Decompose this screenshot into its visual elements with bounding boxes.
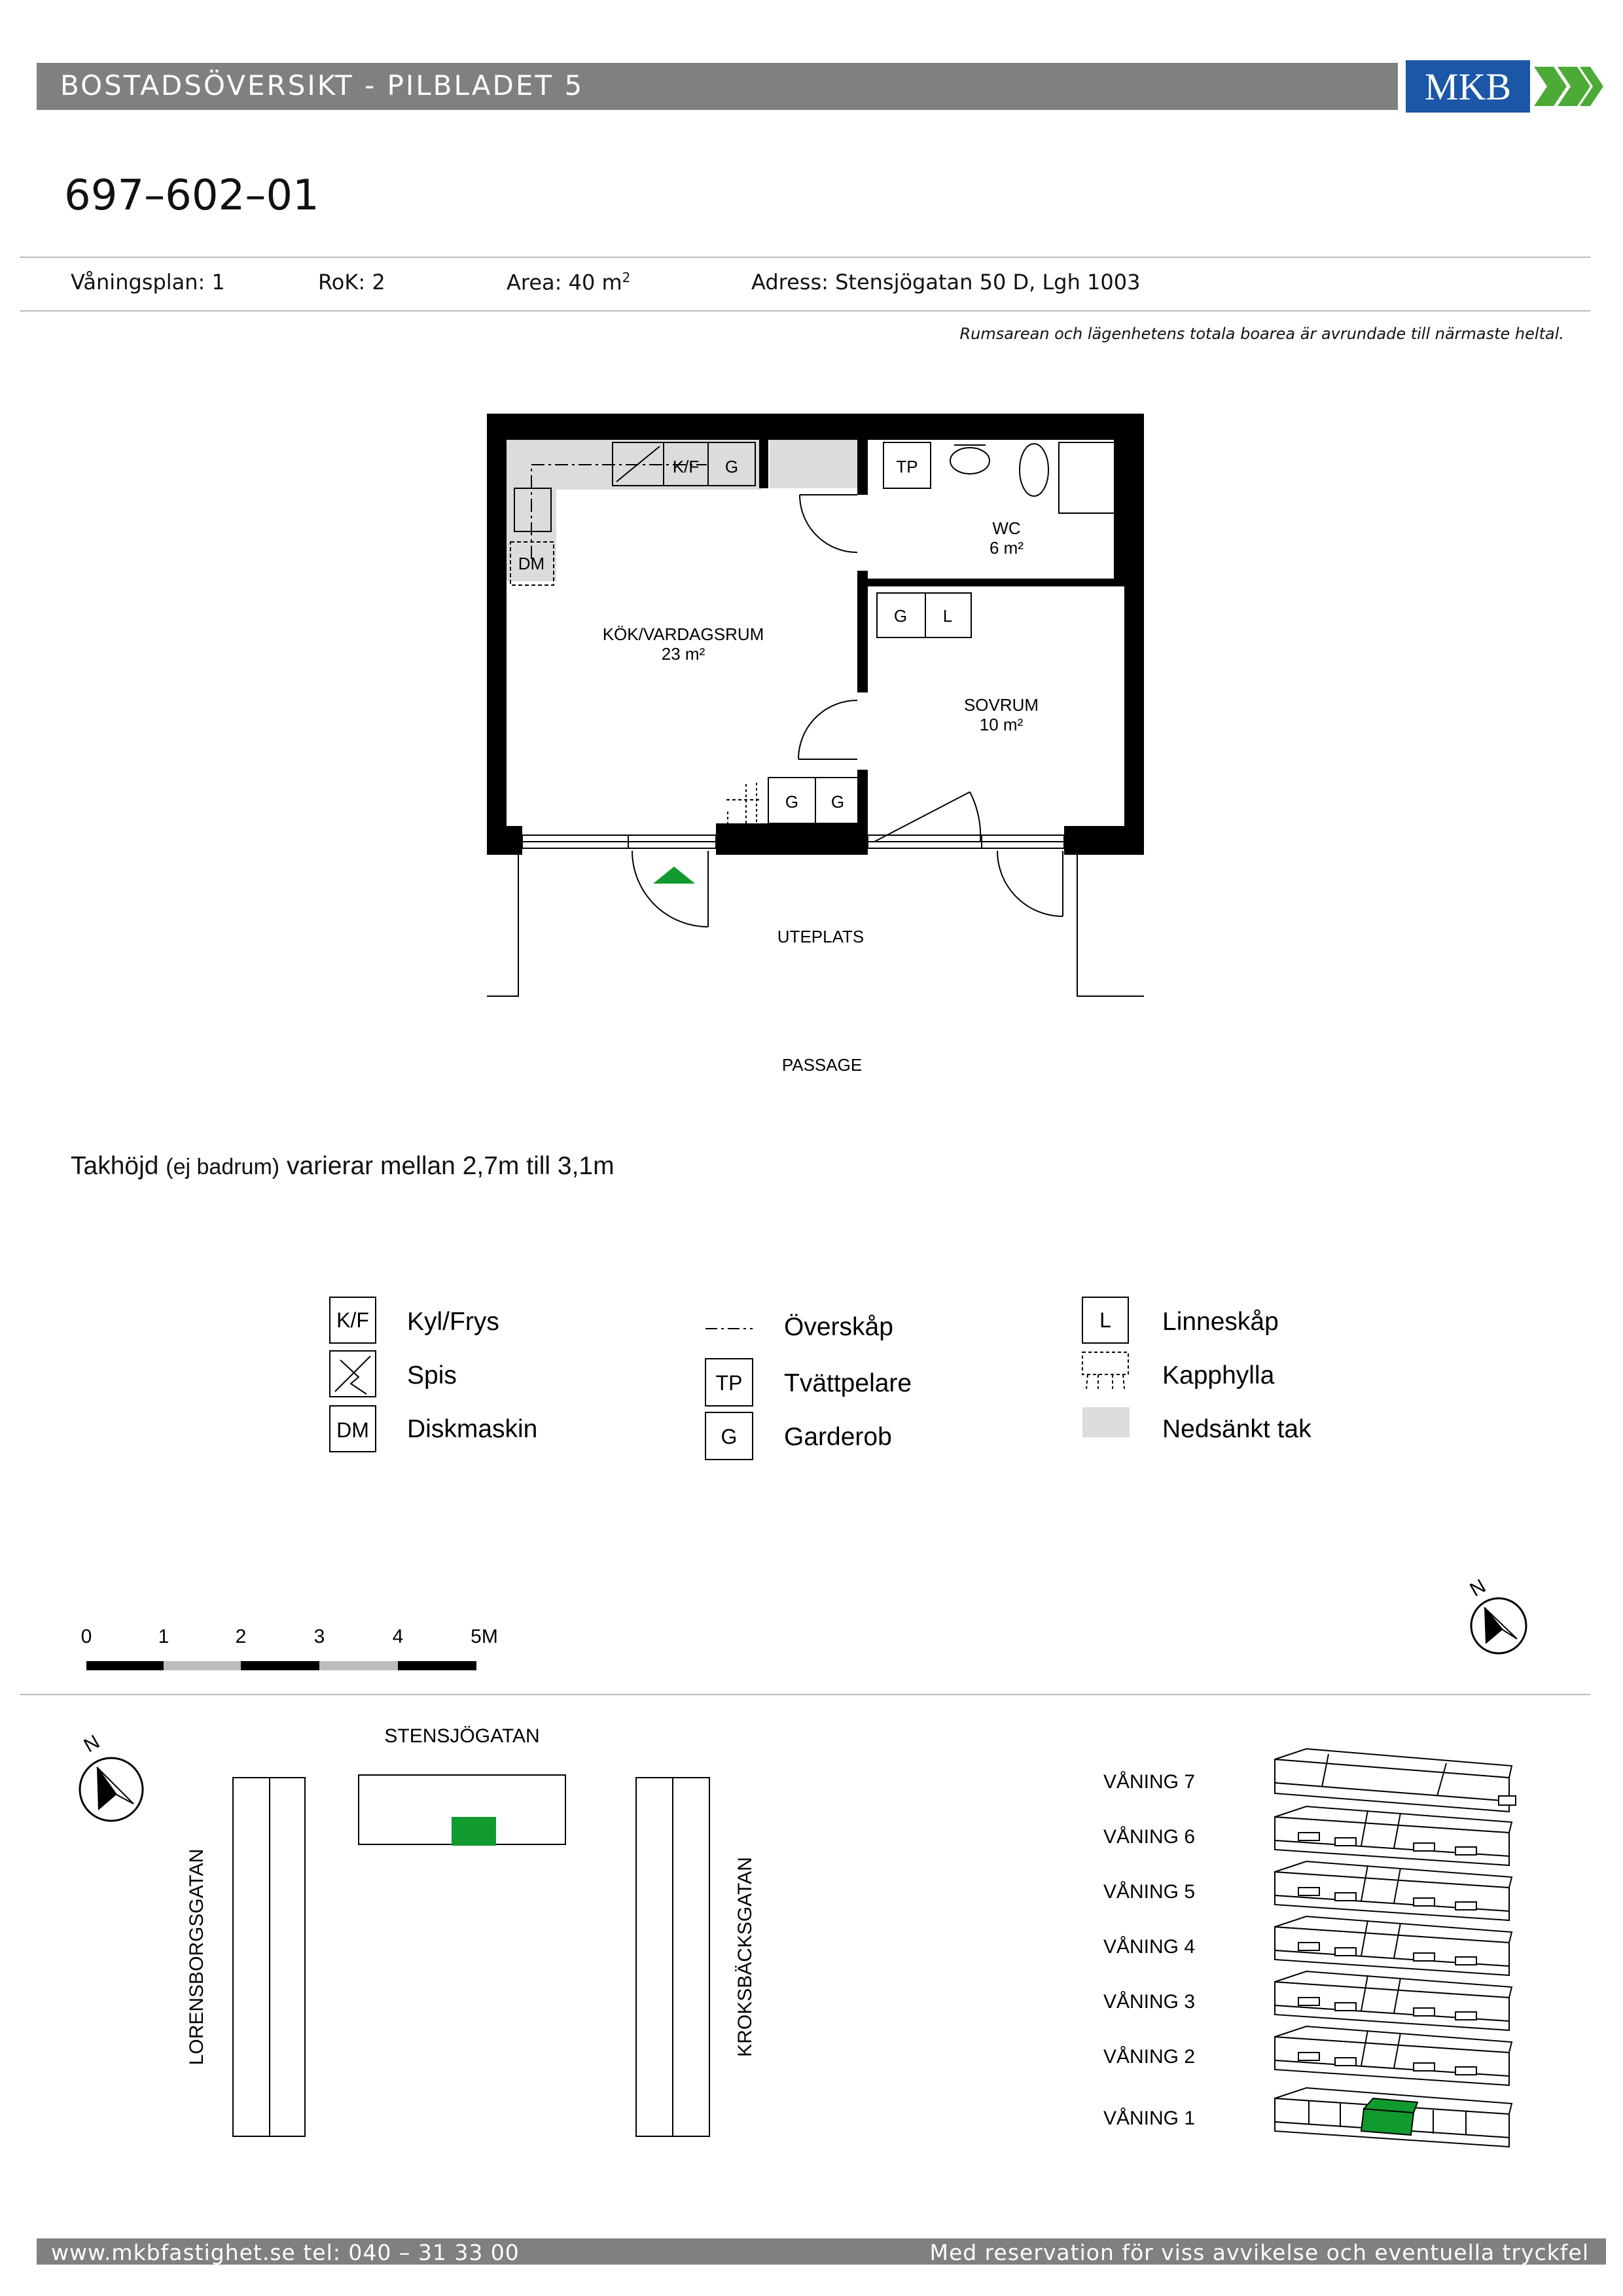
scale-label-4: 4 <box>392 1626 404 1647</box>
legend-kf-label: Kyl/Frys <box>407 1308 499 1336</box>
room-bedroom-area: 10 m² <box>979 715 1024 734</box>
passage-label: PASSAGE <box>781 1055 863 1075</box>
floor-5-label: VÅNING 5 <box>1103 1881 1196 1903</box>
room-kitchen-name: KÖK/VARDAGSRUM <box>602 624 764 644</box>
label-dm: DM <box>518 554 545 573</box>
floor-3-label: VÅNING 3 <box>1103 1991 1196 2013</box>
area-note: Rumsarean och lägenhetens totala boarea är avrundade till närmaste heltal. <box>959 325 1564 343</box>
site-north-arrow-icon <box>80 1731 143 1821</box>
street-right-label: KROKSBÄCKSGATAN <box>734 1857 756 2057</box>
apartment-id: 697–602–01 <box>64 171 319 220</box>
scale-label-2: 2 <box>235 1626 247 1647</box>
floor-stack <box>1275 1749 1516 2147</box>
legend-l-code: L <box>1099 1308 1111 1332</box>
site-north-label: N <box>80 1731 103 1757</box>
floor-7-label: VÅNING 7 <box>1103 1771 1196 1793</box>
divider-site <box>20 1694 1590 1695</box>
legend-tp-label: Tvättpelare <box>784 1369 912 1397</box>
scale-bar <box>86 1661 476 1670</box>
legend-kf-code: K/F <box>336 1308 369 1332</box>
scale-label-1: 1 <box>158 1626 169 1647</box>
header-title: BOSTADSÖVERSIKT - PILBLADET 5 <box>60 69 584 101</box>
scale-label-5: 5M <box>471 1626 498 1647</box>
room-wc-area: 6 m² <box>990 538 1024 558</box>
label-tp: TP <box>896 457 918 476</box>
legend-dm-code: DM <box>336 1418 369 1442</box>
room-kitchen-area: 23 m² <box>661 644 705 664</box>
ceiling-height-part2: (ej badrum) <box>166 1155 280 1179</box>
floor-4-label: VÅNING 4 <box>1103 1936 1196 1958</box>
floor-6-label: VÅNING 6 <box>1103 1826 1196 1848</box>
legend-nedsankt-label: Nedsänkt tak <box>1162 1415 1311 1443</box>
info-area-sup: 2 <box>622 270 631 285</box>
label-g-bedroom: G <box>893 606 908 626</box>
floor-labels <box>1103 1771 1195 2129</box>
street-top-label: STENSJÖGATAN <box>384 1725 540 1747</box>
scale-labels <box>81 1626 498 1647</box>
floor-2-label: VÅNING 2 <box>1103 2046 1196 2068</box>
legend-tp-code: TP <box>715 1371 743 1395</box>
legend-l-label: Linneskåp <box>1162 1308 1279 1336</box>
label-g-hall-1: G <box>785 792 799 812</box>
info-rok: RoK: 2 <box>318 270 385 295</box>
legend-overskap-label: Överskåp <box>784 1313 893 1341</box>
ceiling-height-part1: Takhöjd <box>71 1152 166 1180</box>
legend-g-code: G <box>721 1425 738 1448</box>
logo-text: MKB <box>1424 65 1512 108</box>
footer-disclaimer: Med reservation för viss avvikelse och eventuella tryckfel <box>929 2240 1589 2265</box>
label-g-hall-2: G <box>830 792 845 812</box>
street-left-label: LORENSBORGSGATAN <box>186 1848 207 2066</box>
footer-contact: www.mkbfastighet.se tel: 040 – 31 33 00 <box>51 2240 520 2265</box>
info-address: Adress: Stensjögatan 50 D, Lgh 1003 <box>751 270 1141 295</box>
legend-dm-label: Diskmaskin <box>407 1415 538 1443</box>
room-bedroom-name: SOVRUM <box>963 695 1039 715</box>
scale-label-0: 0 <box>80 1626 92 1647</box>
ceiling-height-part3: varierar mellan 2,7m till 3,1m <box>279 1152 615 1180</box>
site-apartment-highlight <box>452 1817 496 1846</box>
info-floor: Våningsplan: 1 <box>71 270 225 295</box>
label-l: L <box>942 606 953 626</box>
info-area-value: Area: 40 m <box>507 270 622 295</box>
label-kf: K/F <box>672 457 700 476</box>
floor-1-label: VÅNING 1 <box>1103 2108 1196 2129</box>
room-wc-name: WC <box>992 518 1021 538</box>
north-arrow-icon <box>1467 1575 1526 1653</box>
patio-label: UTEPLATS <box>777 927 865 946</box>
label-g-kitchen: G <box>724 457 739 476</box>
legend-spis-label: Spis <box>407 1361 457 1390</box>
legend-g-label: Garderob <box>784 1423 892 1451</box>
legend-kapphylla-label: Kapphylla <box>1162 1361 1275 1390</box>
scale-label-3: 3 <box>313 1626 325 1647</box>
north-label: N <box>1466 1575 1489 1602</box>
